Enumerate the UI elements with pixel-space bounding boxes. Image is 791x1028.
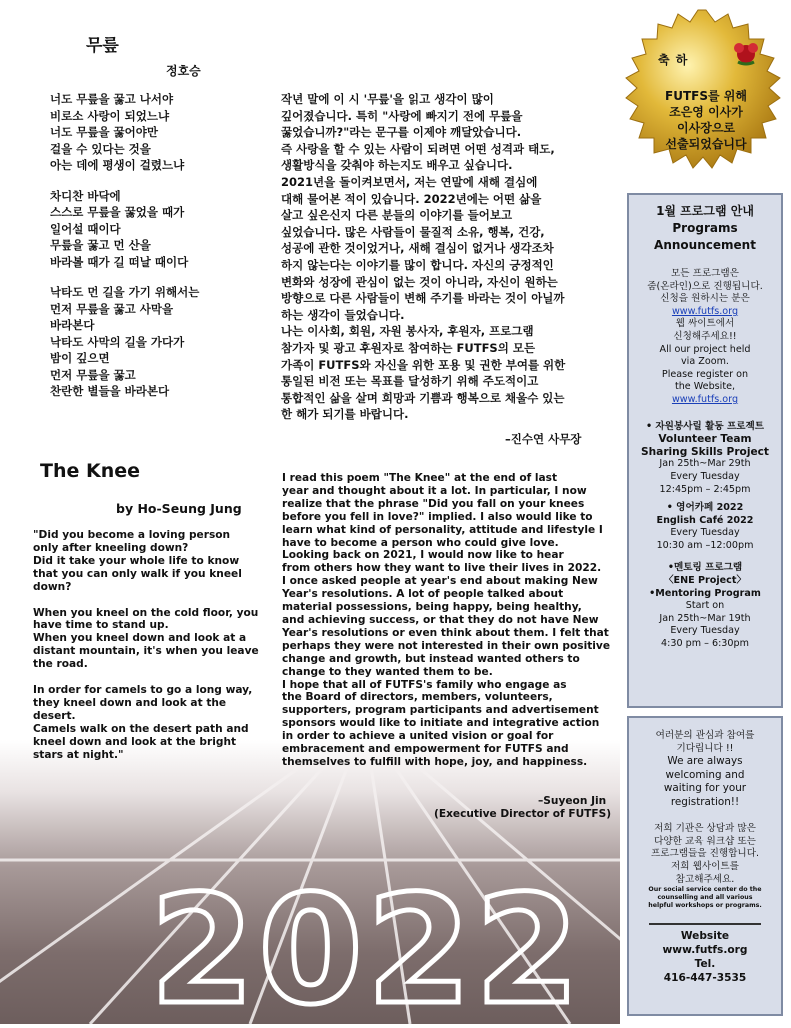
english-essay: I read this poem "The Knee" at the end of last year and thought about it a lot. In particular, I now realize that the phrase "Did you fall on your knees before you fell in love?" implied. I also would like to learn what kind of personality, attitude and lifestyle I have to become a person who could give love. Looking back on 2021, I would now like to hear from others how they want to live their lives in 2022. I once asked people at year's end about making New Year's resolutions. A lot of people talked about material possessions, being happy, being healthy, and achieving success, or that they do not have New Year's resolutions or even think about them. I felt that perhaps they were not interested in their own positive change and growth, but instead wanted others to change to they wanted them to be. I hope that all of FUTFS's family who engage as the Board of directors, members, volunteers, supporters, program participants and advertisement sponsors would like to initiate and integrative action in order to achieve a united vision or goal for embracement and empowerment for FUTFS and themselves to fulfill with hope, joy, and happiness. bbox=[282, 472, 611, 768]
running-track-background bbox=[0, 740, 620, 1024]
program-mentoring: •멘토링 프로그램 〈ENE Project〉 •Mentoring Program Start on Jan 25th~Mar 19th Every Tuesday 4:30 pm – 6:30pm bbox=[649, 562, 761, 650]
poem-line: 스스로 무릎을 꿇었을 때가 bbox=[50, 205, 185, 219]
program-english-cafe: • 영어카페 2022 English Café 2022 Every Tuesday 10:30 am –12:00pm bbox=[656, 502, 754, 551]
english-essay-signature: –Suyeon Jin bbox=[538, 795, 607, 807]
seal-message: FUTFS를 위해 조은영 이사가 이사장으로 선출되었습니다 bbox=[665, 89, 747, 151]
poem-line: 차디찬 바닥에 bbox=[50, 188, 121, 203]
welcome-kr: 여러분의 관심과 참여를 기다립니다 !! bbox=[655, 730, 755, 754]
korean-poem-title: 무릎 bbox=[86, 36, 119, 56]
program-volunteer: • 자원봉사릴 활동 프로젝트 Volunteer Team Sharing Skills Project Jan 25th~Mar 29th Every Tuesday 12:45pm – 2:45pm bbox=[641, 420, 769, 495]
contact-info: Website www.futfs.org Tel. 416-447-3535 bbox=[629, 929, 781, 985]
center-info-kr: 저희 기관은 상담과 많은 다양한 교육 워크샵 또는 프로그램들을 진행합니다. 저희 웹사이트를 참고해주세요. bbox=[650, 823, 760, 885]
poem-line: 무릎을 꿇고 먼 산을 bbox=[50, 238, 151, 252]
divider bbox=[649, 923, 761, 925]
track-lanes-graphic bbox=[0, 740, 620, 1024]
programs-intro: 모든 프로그램은 줌(온라인)으로 진행됩니다. 신청을 원하시는 분은 www.futfs.org 웹 싸이트에서 신청해주세요!! All our project held via Zoom. Please register on the Website, www.futfs.org bbox=[647, 268, 763, 405]
welcome-en: We are always welcoming and waiting for your registration!! bbox=[663, 755, 747, 808]
year-2022-graphic: 2022 bbox=[150, 864, 584, 1024]
poem-line: 바라본다 bbox=[50, 318, 95, 332]
poem-line: 아는 데에 평생이 걸렸느냐 bbox=[50, 158, 185, 172]
poem-line: 먼저 무릎을 꿇고 사막을 bbox=[50, 301, 174, 316]
korean-poem-author: 정호승 bbox=[166, 64, 201, 78]
poem-line: 먼저 무릎을 꿇고 bbox=[50, 367, 136, 382]
poem-line: 걸을 수 있다는 것을 bbox=[50, 141, 151, 156]
english-poem-byline: by Ho-Seung Jung bbox=[116, 501, 242, 516]
congratulation-seal bbox=[622, 8, 790, 176]
website-link[interactable]: www.futfs.org bbox=[671, 305, 739, 317]
programs-title: 1월 프로그램 안내 Programs Announcement bbox=[654, 204, 756, 252]
poem-line: 찬란한 별들을 바라본다 bbox=[50, 384, 170, 398]
english-essay-signature-title: (Executive Director of FUTFS) bbox=[434, 808, 612, 820]
english-poem-title: The Knee bbox=[40, 460, 141, 482]
korean-essay-signature: –진수연 사무장 bbox=[505, 432, 582, 446]
poem-line: 비로소 사랑이 되었느냐 bbox=[50, 108, 170, 123]
english-poem-body: "Did you become a loving person only after kneeling down? Did it take your whole life to know that you can only walk if you kneel down? When you kneel on the cold floor, you have time to stand up. When you kneel down and look at a distant mountain, it's when you leave the road. In order for camels to go a long way, they kneel down and look at the desert. Camels walk on the desert path and kneel down and look at the bright stars at night." bbox=[33, 529, 259, 761]
korean-essay: 작년 말에 이 시 '무릎'을 읽고 생각이 많이 깊어졌습니다. 특히 "사랑에 빠지기 전에 무릎을 꿇었습니까?"라는 문구를 이제야 깨달았습니다. 즉 사랑을 할 수 있는 사람이 되려면 어떤 성격과 태도, 생활방식을 갖춰야 하는지도 배우고 싶습니다. 2021년을 돌이켜보면서, 저는 연말에 새해 결심에 대해 물어본 적이 있습니다. 2022년에는 어떤 삶을 살고 싶은신지 다른 분들의 이야기를 들어보고 싶었습니다. 많은 사람들이 물질적 소유, 행복, 건강, 성공에 관한 것이었거나, 새해 결심이 없거나 생각조차 하지 않는다는 이야기를 많이 합니다. 자신의 긍정적인 변화와 성장에 관심이 없는 것이 아니라, 자신이 원하는 방향으로 다른 사람들이 변해 주기를 바라는 것이 아닐까 하는 생각이 들었습니다. 나는 이사회, 회원, 자원 봉사자, 후원자, 프로그램 참가자 및 광고 후원자로 참여하는 FUTFS의 모든 가족이 FUTFS와 자신을 위한 포용 및 권한 부여를 위한 통일된 비전 또는 목표를 달성하기 위해 주도적이고 통합적인 삶을 살며 희망과 기쁨과 행복으로 채울수 있는 한 해가 되기를 바랍니다. bbox=[281, 92, 566, 422]
poem-line: 낙타도 사막의 길을 가다가 bbox=[50, 334, 185, 349]
poem-line: 바라볼 때가 길 떠날 때이다 bbox=[50, 254, 189, 269]
contact-sidebar bbox=[627, 716, 783, 1016]
website-url[interactable]: www.futfs.org bbox=[662, 944, 748, 957]
phone-number[interactable]: 416-447-3535 bbox=[663, 972, 747, 985]
poem-line: 일어설 때이다 bbox=[50, 221, 121, 236]
programs-sidebar bbox=[627, 193, 783, 708]
seal-header: 축 하 bbox=[658, 53, 689, 67]
website-link[interactable]: www.futfs.org bbox=[671, 393, 739, 405]
poem-line: 낙타도 먼 길을 가기 위해서는 bbox=[50, 285, 200, 299]
center-info-en: Our social service center do the counselling and all various helpful workshops or programs. bbox=[648, 886, 762, 910]
poem-line: 너도 무릎을 꿇고 나서야 bbox=[50, 92, 174, 106]
korean-poem-body bbox=[50, 91, 270, 400]
poem-line: 너도 무릎을 꿇어야만 bbox=[50, 125, 158, 139]
poem-line: 밤이 깊으면 bbox=[50, 351, 110, 365]
